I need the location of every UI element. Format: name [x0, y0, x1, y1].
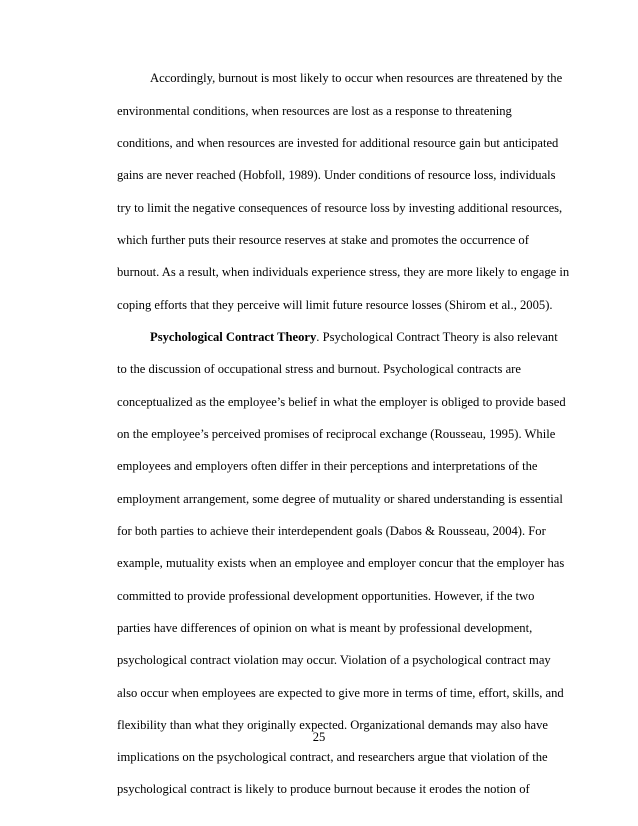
page-number: 25 — [312, 730, 326, 744]
paragraph-line: employment arrangement, some degree of mutuality or shared understanding is essential — [117, 492, 563, 506]
paragraph-line: parties have differences of opinion on what is meant by professional development, — [117, 621, 533, 635]
paragraph-line: psychological contract is likely to produce burnout because it erodes the notion of — [117, 782, 530, 796]
paragraph-line: flexibility than what they originally expected. Organizational demands may also have — [117, 718, 548, 732]
paragraph-line: on the employee’s perceived promises of reciprocal exchange (Rousseau, 1995). While — [117, 427, 556, 441]
paragraph-line: implications on the psychological contract, and researchers argue that violation of the — [117, 750, 548, 764]
paragraph-line: which further puts their resource reserves at stake and promotes the occurrence of — [117, 233, 529, 247]
paragraph-line: gains are never reached (Hobfoll, 1989). Under conditions of resource loss, individuals — [117, 168, 556, 182]
section-heading: Psychological Contract Theory — [150, 330, 317, 344]
section-heading-rest: . Psychological Contract Theory is also relevant — [316, 330, 558, 344]
paragraph-line: coping efforts that they perceive will limit future resource losses (Shirom et al., 2005). — [117, 298, 553, 312]
paragraph-line: psychological contract violation may occur. Violation of a psychological contract may — [117, 653, 551, 667]
paragraph-line: also occur when employees are expected to give more in terms of time, effort, skills, and — [117, 686, 564, 700]
paragraph-line: committed to provide professional development opportunities. However, if the two — [117, 589, 535, 603]
paragraph-line: burnout. As a result, when individuals experience stress, they are more likely to engage in — [117, 265, 570, 279]
paragraph-line: employees and employers often differ in their perceptions and interpretations of the — [117, 459, 538, 473]
paragraph-line: example, mutuality exists when an employee and employer concur that the employer has — [117, 556, 565, 570]
paragraph-line: environmental conditions, when resources are lost as a response to threatening — [117, 104, 512, 118]
paragraph-line: conceptualized as the employee’s belief in what the employer is obliged to provide based — [117, 395, 566, 409]
paragraph-line: to the discussion of occupational stress and burnout. Psychological contracts are — [117, 362, 521, 376]
paragraph-line: Accordingly, burnout is most likely to occur when resources are threatened by the — [150, 71, 563, 85]
paragraph-line: conditions, and when resources are invested for additional resource gain but anticipated — [117, 136, 559, 150]
paragraph-line: for both parties to achieve their interdependent goals (Dabos & Rousseau, 2004). For — [117, 524, 546, 538]
section-heading-line — [150, 329, 580, 345]
paragraph-line: try to limit the negative consequences of resource loss by investing additional resources, — [117, 201, 563, 215]
